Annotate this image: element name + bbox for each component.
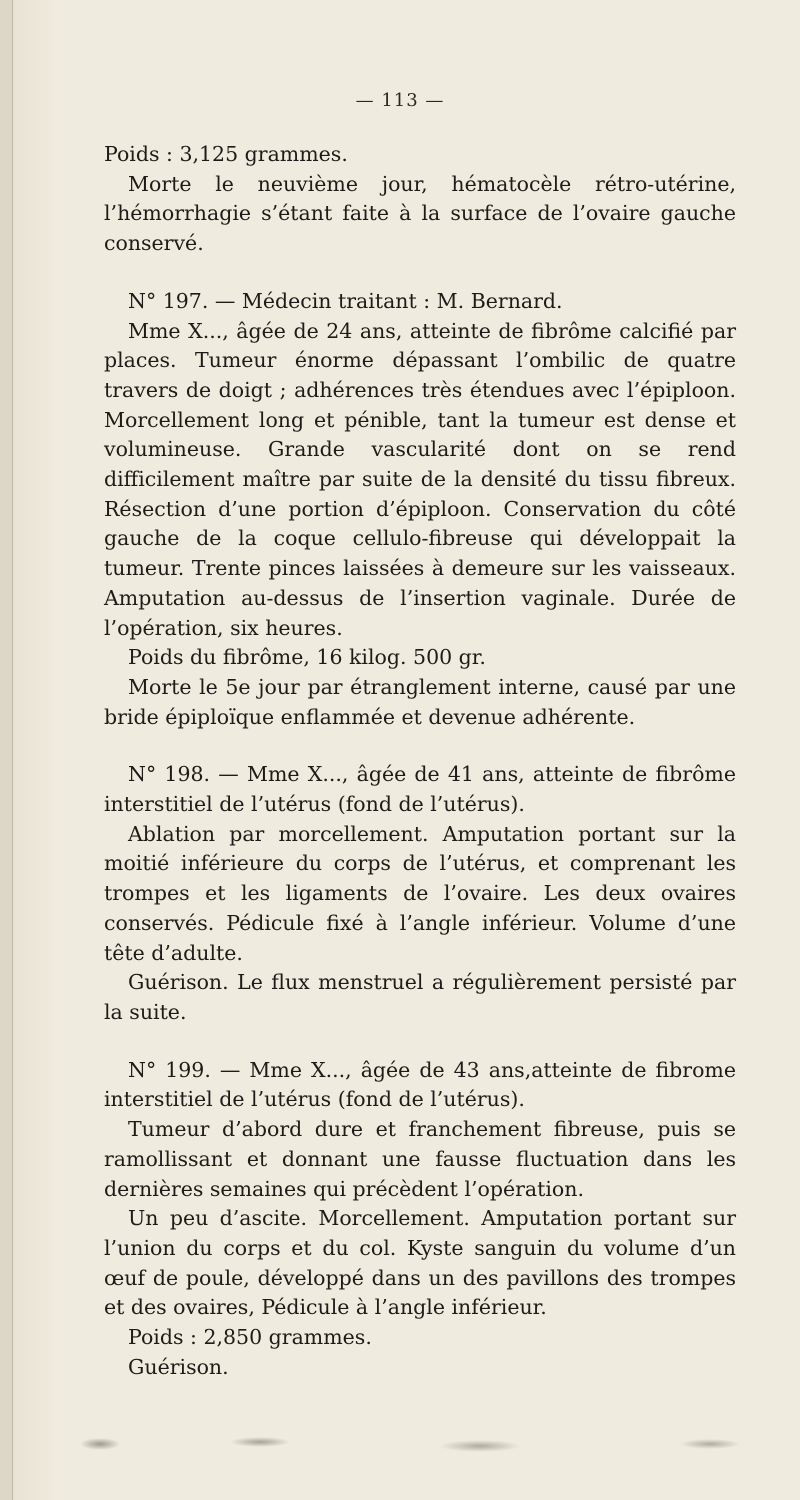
paragraph: Guérison. Le flux menstruel a régulièrement persisté par la suite. <box>104 970 736 1024</box>
paragraph: N° 198. — Mme X..., âgée de 41 ans, atteinte de fibrôme interstitiel de l’utérus (fond de l’utérus). <box>104 762 736 817</box>
paragraph: Mme X..., âgée de 24 ans, atteinte de fibrôme calcifié par places. Tumeur énorme dépassant l’ombilic de quatre travers de doigt ; adhérences très étendues avec l’épiploon. Morcellement long et pénible, tant la tumeur est dense et volumineuse. Grande vascularité dont on se rend difficilement maître par suite de la densité du tissu fibreux. Résection d’une portion d’épiploon. Conservation du côté gauche de la coque cellulo-fibreuse qui développait la tumeur. Trente pinces laissées à demeure sur les vaisseaux. Amputation au-dessus de l’insertion vaginale. Durée de l’opération, six heures. <box>104 318 736 640</box>
paragraph: Poids : 3,125 grammes. <box>104 142 348 166</box>
section-gap <box>104 259 736 287</box>
paragraph: Un peu d’ascite. Morcellement. Amputation portant sur l’union du corps et du col. Kyste sanguin du volume d’un œuf de poule, développé dans un des pavillons des trompes et des ovaires, Pédicule à l’angle inférieur. <box>104 1206 736 1320</box>
paragraph: Guérison. <box>128 1354 229 1379</box>
bottom-smudge <box>60 1430 760 1460</box>
page-number-header: — 113 — <box>355 90 445 111</box>
paragraph: N° 197. — Médecin traitant : M. Bernard. <box>128 288 563 313</box>
page-binding-edge <box>0 0 13 1500</box>
paragraph: Poids du fibrôme, 16 kilog. 500 gr. <box>128 645 486 670</box>
paragraph: Ablation par morcellement. Amputation portant sur la moitié inférieure du corps de l’utérus, et comprenant les trompes et les ligaments de l’ovaire. Les deux ovaires conservés. Pédicule fixé à l’angle inférieur. Volume d’une tête d’adulte. <box>104 821 736 965</box>
paragraph: Poids : 2,850 grammes. <box>128 1325 372 1350</box>
paragraph: Tumeur d’abord dure et franchement fibreuse, puis se ramollissant et donnant une fausse fluctuation dans les dernières semaines qui précèdent l’opération. <box>104 1117 736 1201</box>
body-text <box>104 140 736 1382</box>
paragraph: N° 199. — Mme X..., âgée de 43 ans,atteinte de fibrome interstitiel de l’utérus (fond de l’utérus). <box>104 1057 736 1112</box>
section-gap <box>104 732 736 760</box>
section-gap <box>104 1028 736 1056</box>
paragraph: Morte le neuvième jour, hématocèle rétro-utérine, l’hémorrhagie s’étant faite à la surface de l’ovaire gauche conservé. <box>104 171 736 256</box>
paragraph: Morte le 5e jour par étranglement interne, causé par une bride épiploïque enflammée et devenue adhérente. <box>104 674 736 729</box>
